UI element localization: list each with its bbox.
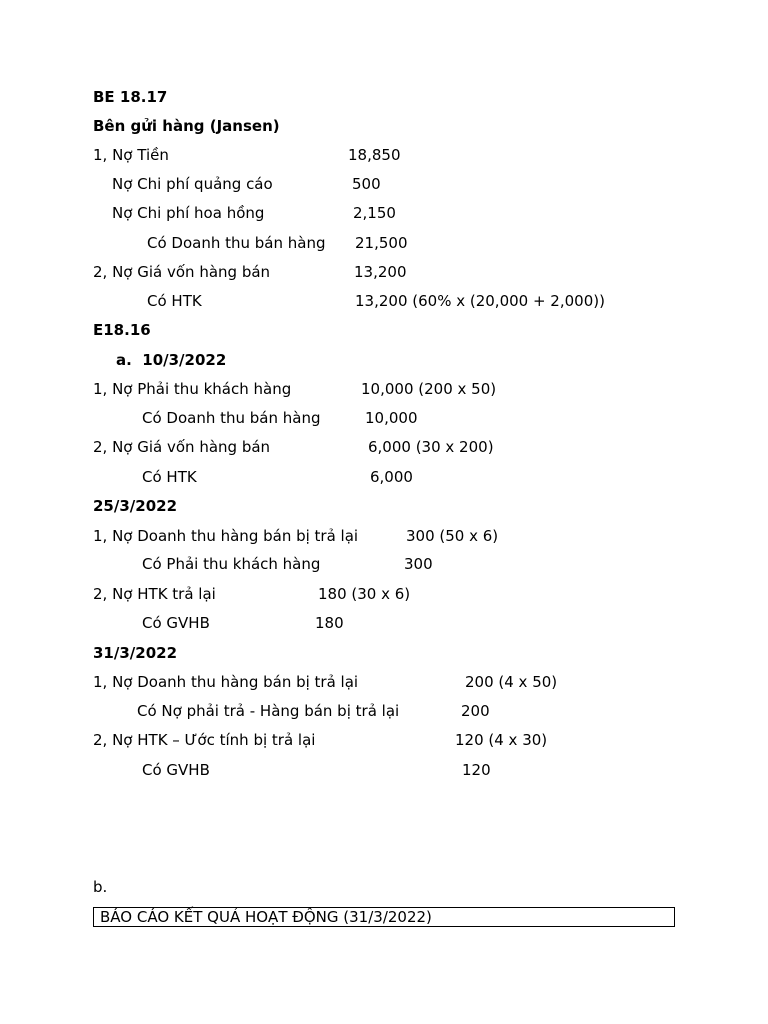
entry-account: Có GVHB <box>142 761 210 779</box>
entry-account: Nợ Chi phí hoa hồng <box>112 204 265 222</box>
date-heading: 25/3/2022 <box>93 497 178 515</box>
entry-amount: 500 <box>352 175 381 193</box>
entry-account: 2, Nợ Giá vốn hàng bán <box>93 438 271 456</box>
entry-amount: 10,000 (200 x 50) <box>361 380 497 398</box>
entry-account: Nợ Chi phí quảng cáo <box>112 175 273 193</box>
entry-account: Có Doanh thu bán hàng <box>147 234 326 252</box>
entry-amount: 200 <box>461 702 490 720</box>
entry-account: Có HTK <box>142 468 197 486</box>
section-title-be1817: BE 18.17 <box>93 88 168 106</box>
date-heading: 31/3/2022 <box>93 644 178 662</box>
section-title-e1816: E18.16 <box>93 321 151 339</box>
entry-amount: 120 <box>462 761 491 779</box>
entry-account: 2, Nợ Giá vốn hàng bán <box>93 263 271 281</box>
entry-account: 1, Nợ Tiền <box>93 146 169 164</box>
entry-amount: 13,200 <box>354 263 407 281</box>
entry-account: 2, Nợ HTK trả lại <box>93 585 216 603</box>
entry-amount: 300 <box>404 555 433 573</box>
entry-amount: 180 <box>315 614 344 632</box>
entry-amount: 6,000 (30 x 200) <box>368 438 494 456</box>
entry-account: Có HTK <box>147 292 202 310</box>
entry-amount: 6,000 <box>370 468 413 486</box>
entry-amount: 13,200 (60% x (20,000 + 2,000)) <box>355 292 605 310</box>
entry-account: 2, Nợ HTK – Ước tính bị trả lại <box>93 731 316 749</box>
entry-amount: 21,500 <box>355 234 408 252</box>
part-b-heading: b. <box>93 878 108 896</box>
entry-amount: 180 (30 x 6) <box>318 585 411 603</box>
entry-amount: 300 (50 x 6) <box>406 527 499 545</box>
part-a-heading: a. 10/3/2022 <box>116 351 227 369</box>
consignor-heading: Bên gửi hàng (Jansen) <box>93 117 280 135</box>
entry-account: Có Nợ phải trả - Hàng bán bị trả lại <box>137 702 400 720</box>
entry-account: 1, Nợ Phải thu khách hàng <box>93 380 292 398</box>
entry-account: Có Phải thu khách hàng <box>142 555 321 573</box>
entry-amount: 120 (4 x 30) <box>455 731 548 749</box>
entry-account: 1, Nợ Doanh thu hàng bán bị trả lại <box>93 527 359 545</box>
report-title: BÁO CÁO KẾT QUẢ HOẠT ĐỘNG (31/3/2022) <box>100 908 432 926</box>
entry-account: Có Doanh thu bán hàng <box>142 409 321 427</box>
entry-amount: 200 (4 x 50) <box>465 673 558 691</box>
entry-amount: 10,000 <box>365 409 418 427</box>
entry-account: Có GVHB <box>142 614 210 632</box>
entry-account: 1, Nợ Doanh thu hàng bán bị trả lại <box>93 673 359 691</box>
entry-amount: 2,150 <box>353 204 396 222</box>
entry-amount: 18,850 <box>348 146 401 164</box>
report-title-box <box>93 907 675 927</box>
